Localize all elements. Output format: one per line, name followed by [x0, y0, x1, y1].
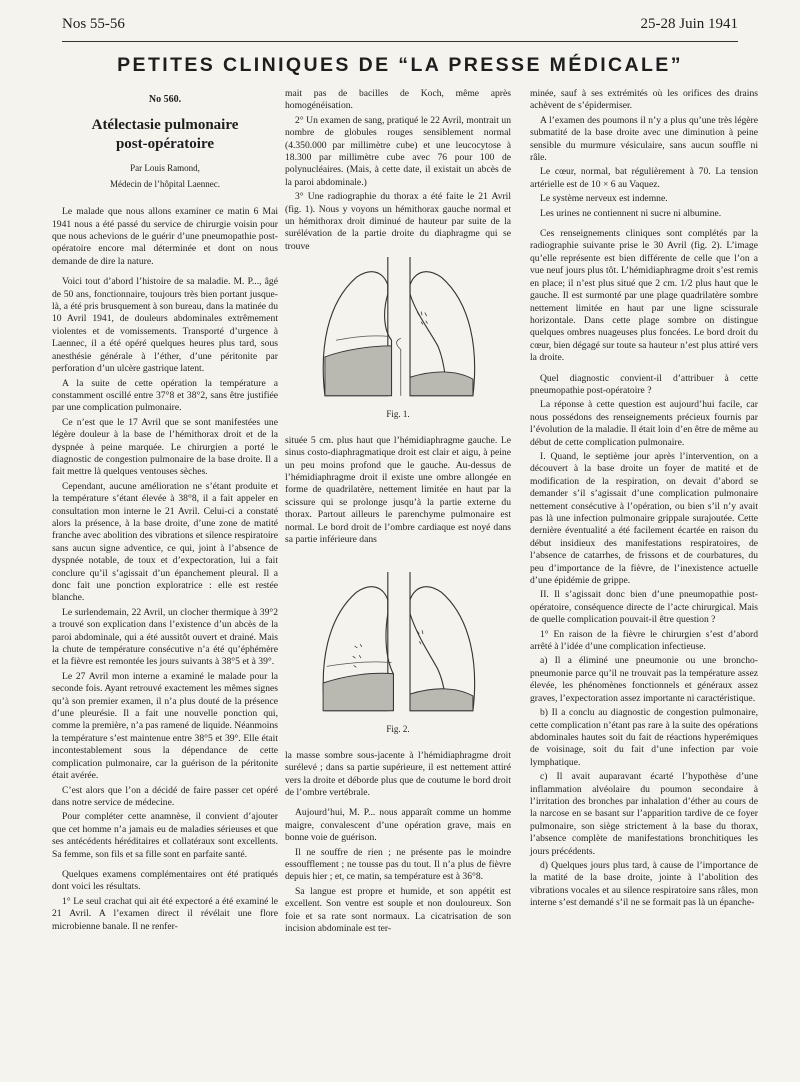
paragraph: C’est alors que l’on a décidé de faire passer cet opéré dans notre service de médecine.: [52, 784, 278, 808]
paragraph: Le cœur, normal, bat régulièrement à 70. La tension artérielle est de 10 × 6 au Vaquez.: [530, 166, 758, 190]
paragraph: minée, sauf à ses extrémités où les orifices des drains achèvent de s’épidermiser.: [530, 88, 758, 112]
paragraph: 1° En raison de la fièvre le chirurgien s’est d’abord arrêté à l’idée d’une complication infectieuse.: [530, 628, 758, 653]
paragraph: Pour compléter cette anamnèse, il convient d’ajouter que cet homme n’a jamais eu de maladies sérieuses et que ses antécédents héréditaires et collatéraux sont excellents. Sa femme, son fils et sa fille sont en parfaite santé.: [52, 811, 278, 860]
paragraph: Quel diagnostic convient-il d’attribuer à cette pneumopathie post-opératoire ?: [530, 372, 758, 396]
paragraph: 3° Une radiographie du thorax a été faite le 21 Avril (fig. 1). Nous y voyons un hémithorax gauche normal et un hémithorax droit diminué de hauteur par suite de la surélévation de la partie droite du diaphragme qui se trouve: [285, 191, 511, 252]
paragraph: Le 27 Avril mon interne a examiné le malade pour la seconde fois. Ayant retrouvé exactement les mêmes signes qu’à son premier examen, il n’a plus douté de la présence d’une pleurésie. Il a fait une nouvelle ponction qui, comme la première, n’a pas ramené de liquide. Néanmoins la température s’est maintenue entre 38°5 et 39°. Elle était incontestablement sous la dépendance de cette complication pulmonaire, car la guérison de la péritonite était avérée.: [52, 670, 278, 782]
article-title: [52, 116, 278, 154]
journal-title: PETITES CLINIQUES DE “LA PRESSE MÉDICALE”: [117, 54, 683, 76]
figure-2-caption: Fig. 2.: [386, 724, 410, 735]
paragraph: Aujourd’hui, M. P... nous apparaît comme un homme maigre, convalescent d’une opération grave, mais en bonne voie de guérison.: [285, 807, 511, 844]
paragraph: Ces renseignements cliniques sont complétés par la radiographie suivante prise le 30 Avril (fig. 2). L’image qu’elle représente est bien différente de celle que l’on a vue neuf jours plus tôt. L’hémidiaphragme droit s’est remis en place; il n’est plus situé que 2 cm. 1/2 plus haut que le gauche. Il est surmonté par une plage quadrilatère sombre nettement limitée en haut par une ligne scissurale horizontale. Dans cette plage sombre on distingue quelques ombres nuageuses plus foncées. Le bord droit du cœur, bien dégagé sur toute sa hauteur n’est plus attiré vers la droite.: [530, 228, 758, 364]
paragraph: I. Quand, le septième jour après l’intervention, on a découvert à la base droite un foyer de matité et de modification de la respiration, on devait d’abord se demander s’il s’agissait d’une complication pulmonaire nettement consécutive à l’opération, ou bien s’il n’y avait pas là une infection pulmonaire grippale surajoutée. Cette dernière éventualité a été facilement écartée en raison du début insidieux des manifestations respiratoires, de l’absence de catarrhes, de frissons et de courbatures, du peu d’importance de la fièvre, de l’inexistence actuelle d’une épidémie de grippe.: [530, 450, 758, 587]
paragraph: d) Quelques jours plus tard, à cause de l’importance de la matité de la base droite, jointe à l’abolition des vibrations vocales et au silence respiratoire sans râles, mon interne s’est demandé s’il ne se formait pas là un épanche-: [530, 859, 758, 909]
paragraph: mait pas de bacilles de Koch, même après homogénéisation.: [285, 88, 511, 112]
issue-number: Nos 55-56: [62, 16, 125, 32]
paragraph: A la suite de cette opération la température a constamment oscillé entre 37°8 et 38°2, sans être justifiée par une complication pulmonaire.: [52, 377, 278, 414]
paragraph: Le surlendemain, 22 Avril, un clocher thermique à 39°2 a trouvé son explication dans l’existence d’un abcès de la paroi abdominale, qui a été aussitôt ouvert et drainé. Mais la chute de température consécutive n’a été qu’éphémère et la fièvre est remontée les jours suivants à 38°5 et à 39°.: [52, 606, 278, 668]
paragraph: c) Il avait auparavant écarté l’hypothèse d’une inflammation alvéolaire du poumon secondaire à l’irritation des bronches par inhalation d’éther au cours de la narcose en se basant sur l’apparition tardive de ce foyer pulmonaire, son siège strictement à la base du thorax, l’absence complète de manifestations bronchitiques les jours précédents.: [530, 771, 758, 857]
paragraph: Sa langue est propre et humide, et son appétit est excellent. Son ventre est souple et non douloureux. Son foie et sa rate sont normaux. La cicatrisation de son incision abdominale est ter-: [285, 885, 511, 935]
paragraph: 2° Un examen de sang, pratiqué le 22 Avril, montrait un nombre de globules rouges sensiblement normal (4.350.000 par millimètre cube) et une leucocytose à 18.300 par millimètre cube avec 76 pour 100 de polynucléaires. (Mais, à cette date, il existait un abcès de la paroi abdominale.): [285, 114, 511, 188]
issue-date: 25-28 Juin 1941: [640, 16, 738, 32]
paragraph: a) Il a éliminé une pneumonie ou une broncho-pneumonie parce qu’il ne trouvait pas la température assez élevée, les phénomènes fonctionnels et généraux assez graves, l’expectoration assez importante ni caractéristique.: [530, 655, 758, 704]
author-affiliation: Médecin de l’hôpital Laennec.: [110, 178, 220, 189]
paragraph: Les urines ne contiennent ni sucre ni albumine.: [540, 207, 722, 219]
paragraph: A l’examen des poumons il n’y a plus qu’une très légère submatité de la base droite avec une diminution à peine sensible du murmure vésiculaire, sans aucun souffle ni râle.: [530, 114, 758, 164]
paragraph: Ce n’est que le 17 Avril que se sont manifestées une légère douleur à la base de l’hémithorax droit et de la dyspnée à peine marquée. Le chirurgien a porté le diagnostic de congestion pulmonaire de la base droite. Il a fait mettre là quelques ventouses sèches.: [52, 416, 278, 478]
column-2: [285, 88, 511, 937]
paragraph: II. Il s’agissait donc bien d’une pneumopathie post-opératoire, conséquence directe de l’acte chirurgical. Mais de quelle complication pouvait-il être question ?: [530, 589, 758, 626]
paragraph: Voici tout d’abord l’histoire de sa maladie. M. P..., âgé de 50 ans, fonctionnaire, toujours très bien portant jusque-là, a été pris brusquement à son bureau, dans la matinée du 10 Avril 1941, de douleurs abdominales extrêmement violentes et de vomissements. Transporté d’urgence à Laennec, il a été opéré quelques heures plus tard, sous anesthésie générale à l’éther, d’une péritonite par perforation d’un ulcère gastrique latent.: [52, 276, 278, 375]
paragraph: la masse sombre sous-jacente à l’hémidiaphragme droit surélevé ; dans sa partie supérieure, il est nettement attiré vers la droite et déborde plus que de coutume le bord droit de l’ombre vertébrale.: [285, 749, 511, 798]
article-number: No 560.: [148, 94, 182, 105]
paragraph: b) Il a conclu au diagnostic de congestion pulmonaire, cette complication n’étant pas rare à la suite des opérations abdominales hautes soit du fait de réactions hyperémiques de voisinage, soit du fait d’une infection par voie lymphatique.: [530, 707, 758, 768]
title-line-2: post-opératoire: [115, 136, 215, 153]
paragraph: Le malade que nous allons examiner ce matin 6 Mai 1941 nous a été passé du service de chirurgie voisin pour que nous achevions de le guérir d’une pneumopathie post-opératoire encore mal déterminée et dont on nous demande de dire la nature.: [52, 206, 278, 267]
figure-1-caption: Fig. 1.: [386, 409, 410, 420]
title-line-1: Atélectasie pulmonaire: [91, 117, 239, 134]
paragraph: La réponse à cette question est aujourd’hui facile, car nous possédons des renseignements précieux fournis par l’évolution de la maladie. Il était loin d’en être de même au début de cette complication pulmonaire.: [530, 399, 758, 448]
paragraph: Quelques examens complémentaires ont été pratiqués dont voici les résultats.: [52, 868, 278, 893]
header-rule: [62, 41, 738, 42]
figure-2-xray: [291, 572, 505, 720]
author: Par Louis Ramond,: [130, 163, 200, 174]
paragraph: Le système nerveux est indemne.: [540, 193, 668, 205]
column-1: [52, 88, 278, 935]
paragraph: 1° Le seul crachat qui ait été expectoré a été examiné le 21 Avril. A l’examen direct il révélait une flore microbienne banale. Il ne renfer-: [52, 895, 278, 932]
column-3: [530, 88, 758, 912]
paragraph: Cependant, aucune amélioration ne s’étant produite et la température s’étant élevée à 38°8, il a fait appeler en consultation mon interne le 21 Avril. Celui-ci a constaté alors la présence, à la base droite, d’une zone de matité franche avec abolition des vibrations et silence respiratoire sans aucun signe adventice, ce qui, joint à l’absence de dyspnée notable, de toux et d’expectoration, lui a fait conclure qu’il s’agissait d’un épanchement pleural. Il a donc fait une ponction exploratrice : elle est restée blanche.: [52, 480, 278, 604]
paragraph: située 5 cm. plus haut que l’hémidiaphragme gauche. Le sinus costo-diaphragmatique droit est clair et aigu, à peine un peu moins profond que le gauche. Au-dessus de l’hémidiaphragme droit il existe une ombre allongée en forme de quadrilatère, nettement limitée en haut par la scissure qui se prolonge jusqu’à la partie externe du thorax. Partout ailleurs le parenchyme pulmonaire est normal. Le bord droit de l’ombre cardiaque est noyé dans sa partie inférieure dans: [285, 434, 511, 545]
paragraph: Il ne souffre de rien ; ne présente pas le moindre essoufflement ; ne tousse pas du tout. Il n’a plus de fièvre depuis hier ; et, ce matin, sa température est à 36°8.: [285, 846, 511, 883]
figure-1-xray: [291, 257, 505, 405]
